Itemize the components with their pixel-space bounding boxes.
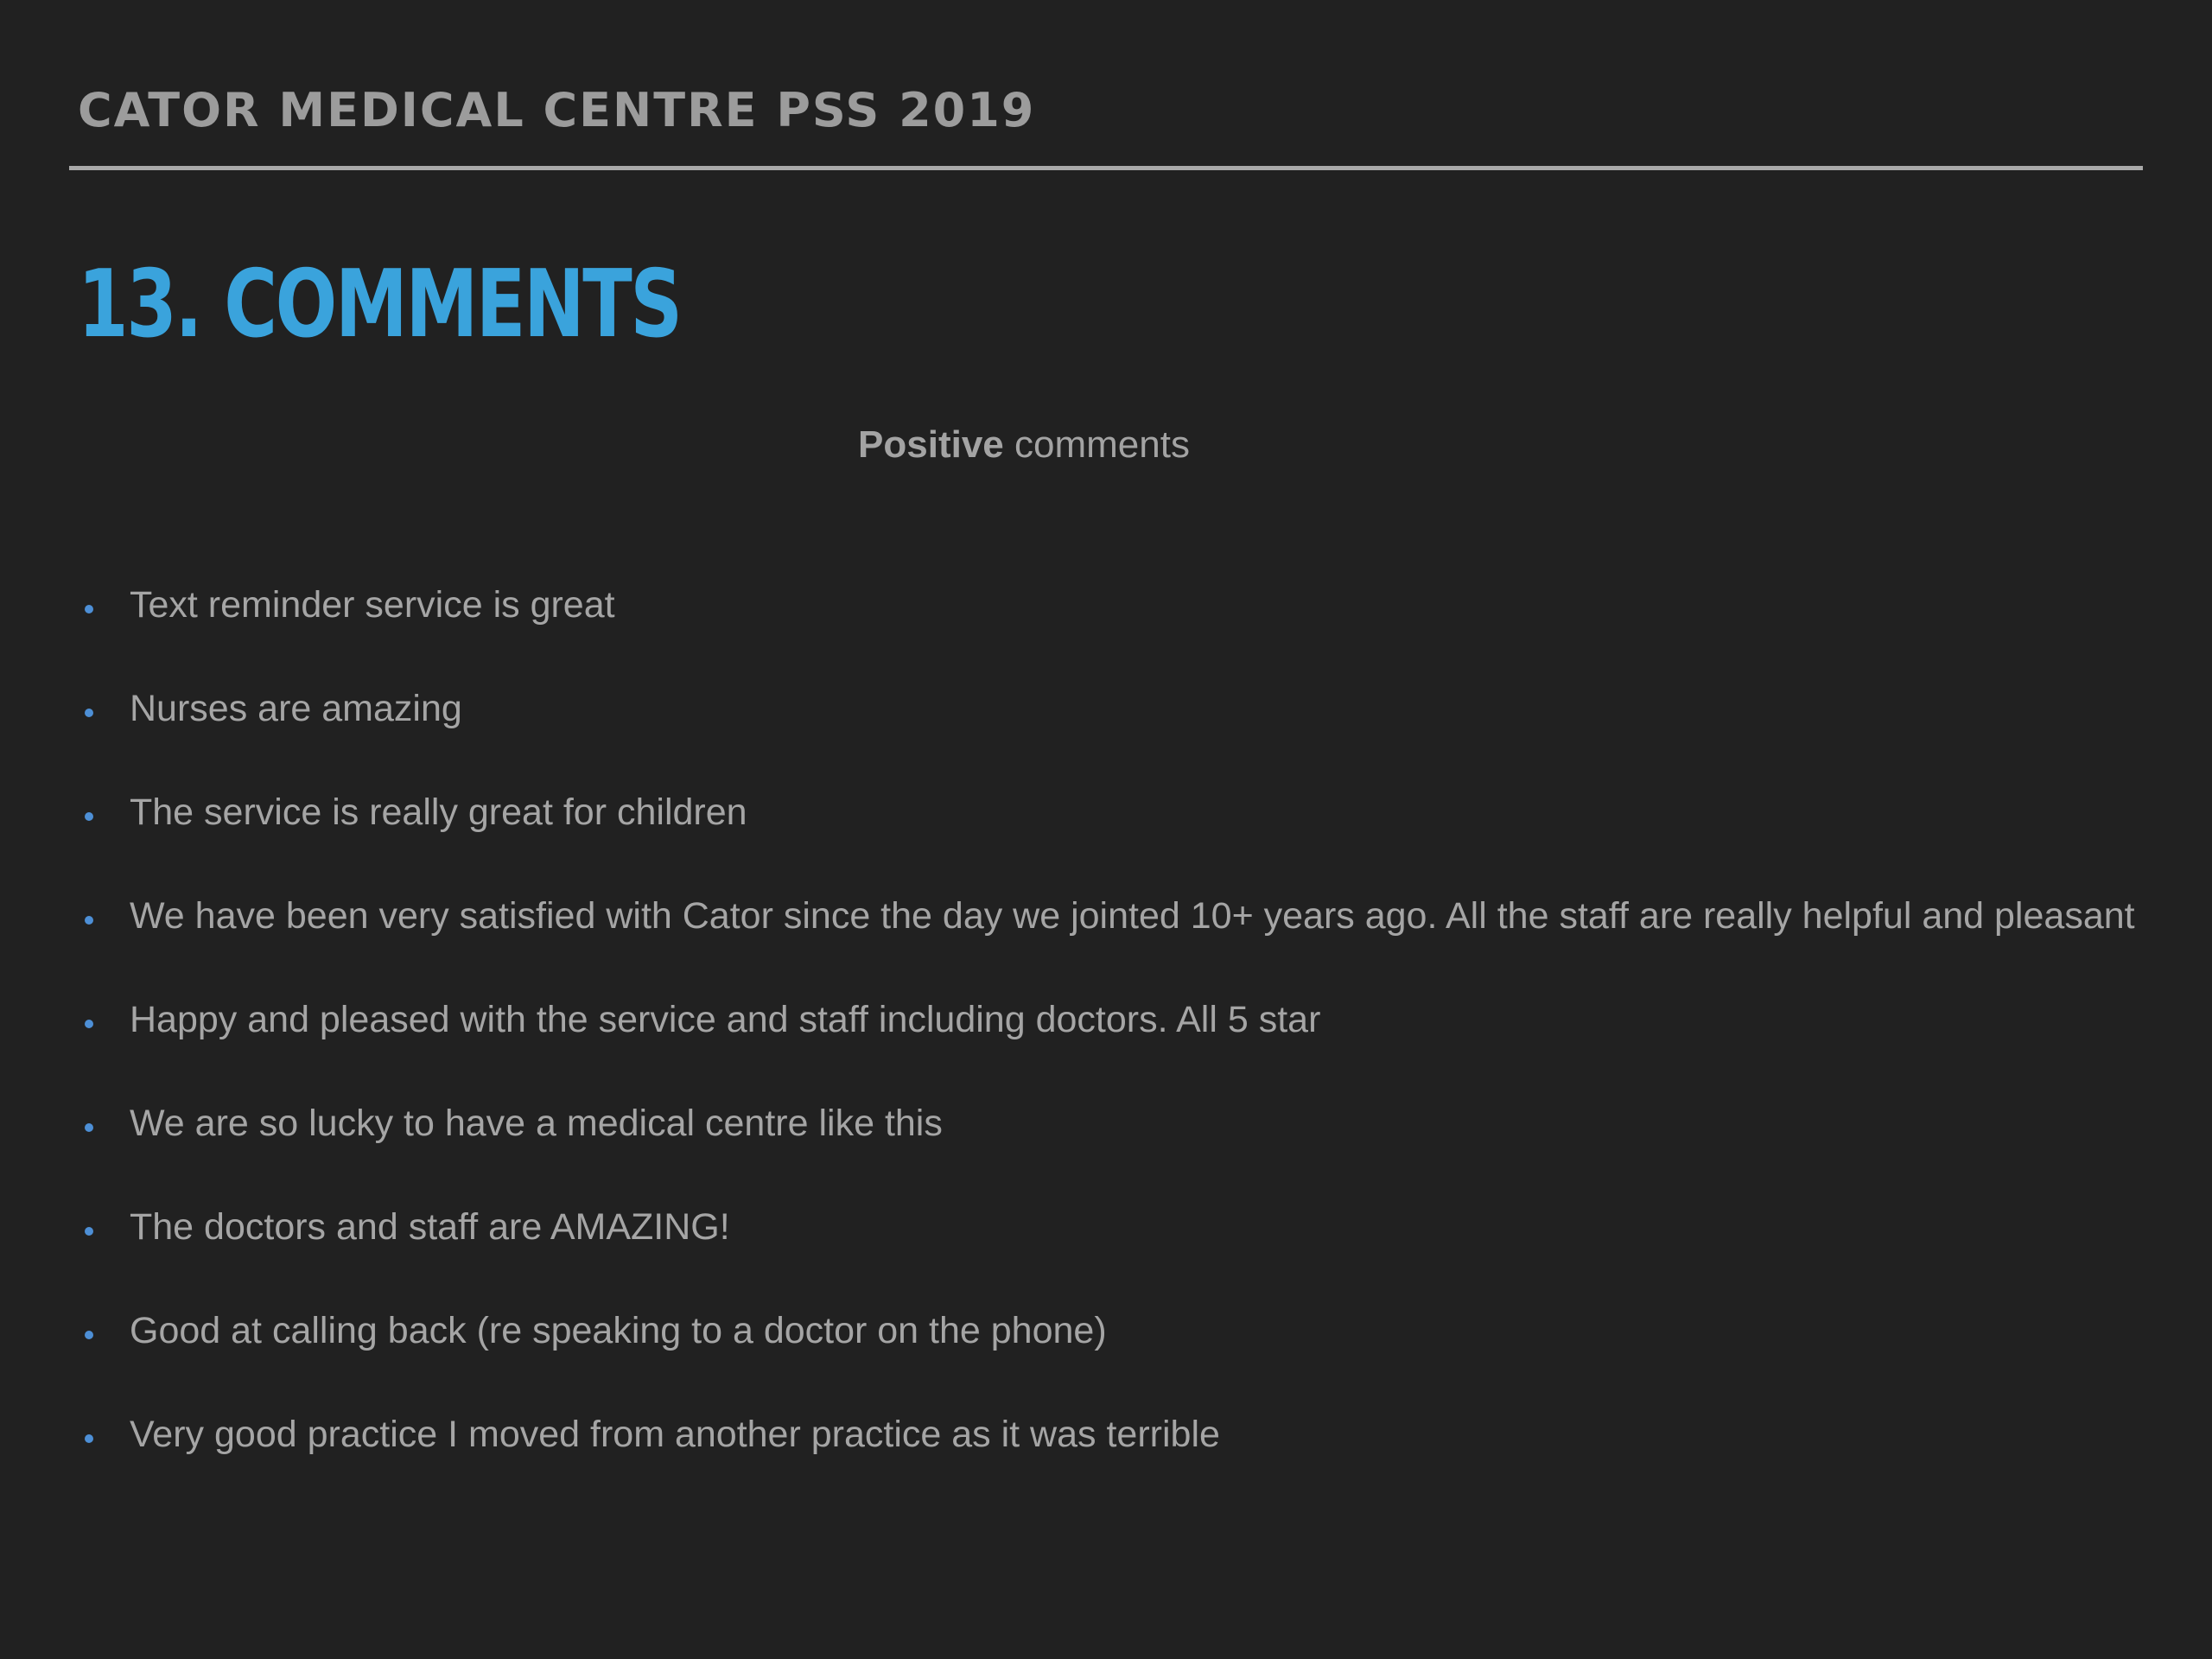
list-item [79,994,2145,1046]
comment-text: Good at calling back (re speaking to a doctor on the phone) [130,1310,1107,1351]
list-item [79,1097,2145,1149]
bullet-icon [85,1020,93,1028]
subheading-rest: comments [1003,423,1190,466]
list-item [79,1305,2145,1357]
comment-text: The doctors and staff are AMAZING! [130,1206,730,1248]
header-divider [69,166,2143,170]
subheading-bold: Positive [858,423,1004,466]
comments-list [79,579,2145,1512]
list-item [79,890,2145,942]
comment-text: Nurses are amazing [130,688,462,729]
bullet-icon [85,1123,93,1132]
comment-text: The service is really great for children [130,791,747,833]
comment-text: Very good practice I moved from another practice as it was terrible [130,1414,1220,1455]
slide-title: 13. COMMENTS [78,251,681,359]
comment-text: Text reminder service is great [130,584,615,626]
list-item [79,786,2145,838]
bullet-icon [85,916,93,925]
list-item [79,579,2145,631]
list-item [79,1201,2145,1253]
header-title: CATOR MEDICAL CENTRE PSS 2019 [78,83,1036,137]
bullet-icon [85,709,93,717]
bullet-icon [85,812,93,821]
bullet-icon [85,1434,93,1443]
list-item [79,1408,2145,1460]
comment-text: We have been very satisfied with Cator since the day we jointed 10+ years ago. All the staff are really helpful and pleasant [130,895,2135,937]
section-subheading [0,423,2048,467]
bullet-icon [85,1331,93,1339]
list-item [79,683,2145,734]
bullet-icon [85,1227,93,1236]
comment-text: Happy and pleased with the service and staff including doctors. All 5 star [130,999,1321,1040]
bullet-icon [85,605,93,613]
comment-text: We are so lucky to have a medical centre like this [130,1103,943,1144]
